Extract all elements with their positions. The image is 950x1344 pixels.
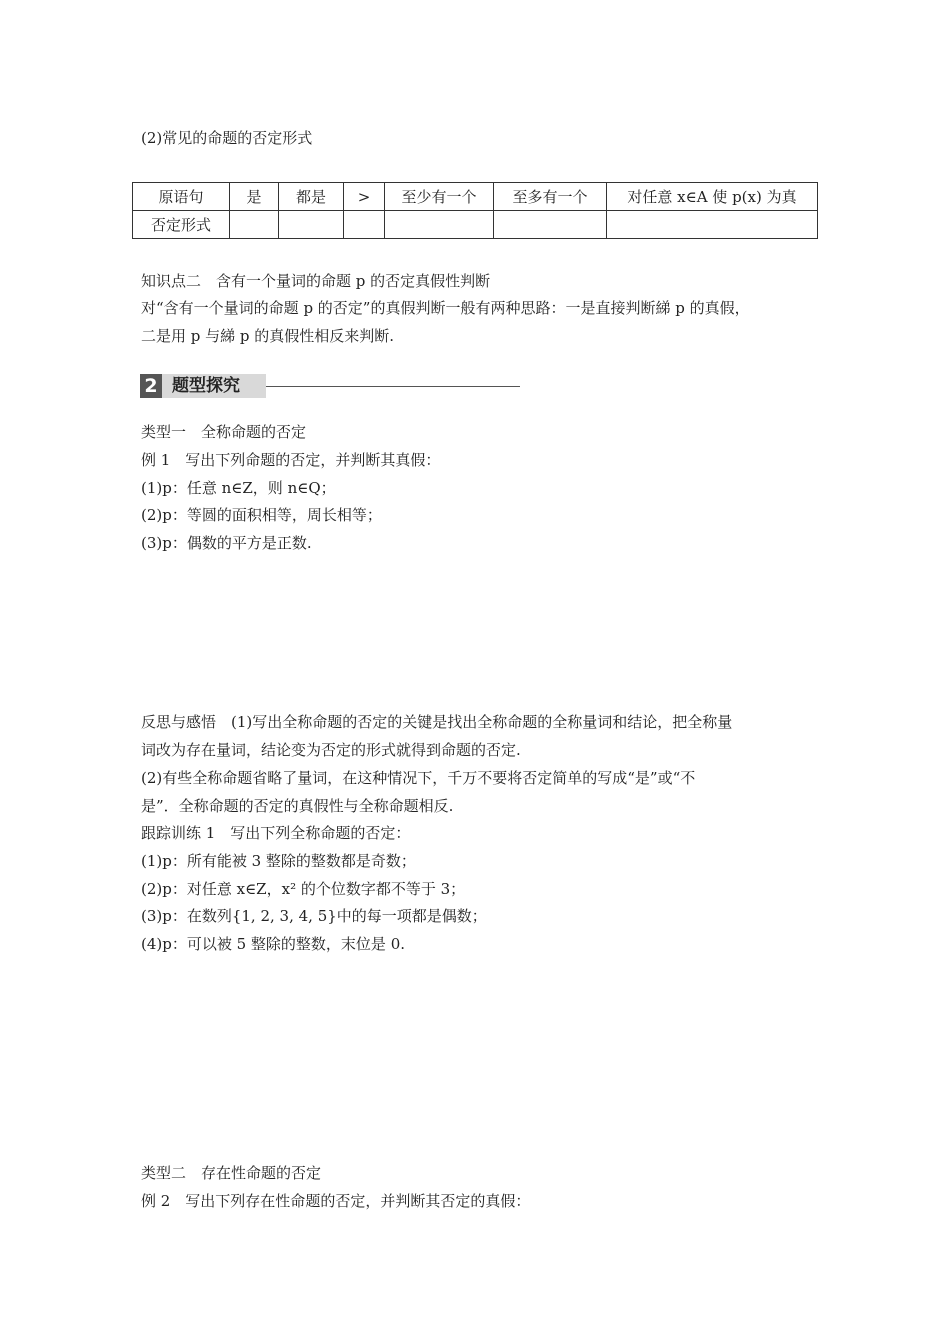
knowledge-point-title: 知识点二 含有一个量词的命题 p 的否定真假性判断: [141, 272, 491, 290]
table-cell-empty: [494, 211, 607, 239]
paragraph-line: 词改为存在量词，结论变为否定的形式就得到命题的否定.: [141, 741, 521, 759]
list-item: (2)p：等圆的面积相等，周长相等；: [141, 506, 382, 524]
paragraph-line: (2)有些全称命题省略了量词，在这种情况下，千万不要将否定简单的写成“是”或“不: [141, 769, 696, 787]
list-item: (4)p：可以被 5 整除的整数，末位是 0.: [141, 935, 406, 953]
section-heading: (2)常见的命题的否定形式: [141, 129, 313, 147]
table-cell-empty: [607, 211, 818, 239]
table-cell: 对任意 x∈A 使 p(x) 为真: [607, 183, 818, 211]
section-number: 2: [140, 374, 162, 398]
list-item: (3)p：在数列{1, 2, 3, 4, 5}中的每一项都是偶数；: [141, 907, 487, 925]
negation-table: [132, 182, 818, 239]
example-prompt: 例 1 写出下列命题的否定，并判断其真假：: [141, 451, 441, 469]
table-cell: 都是: [279, 183, 344, 211]
table-cell: 是: [230, 183, 279, 211]
list-item: (3)p：偶数的平方是正数.: [141, 534, 312, 552]
example-prompt: 例 2 写出下列存在性命题的否定，并判断其否定的真假：: [141, 1192, 531, 1210]
table-cell: 至少有一个: [385, 183, 494, 211]
table-cell: 至多有一个: [494, 183, 607, 211]
divider: [266, 386, 520, 387]
table-cell: 原语句: [133, 183, 230, 211]
practice-heading: 跟踪训练 1 写出下列全称命题的否定：: [141, 824, 411, 842]
table-cell: >: [344, 183, 385, 211]
table-cell-empty: [385, 211, 494, 239]
paragraph-line: 反思与感悟 (1)写出全称命题的否定的关键是找出全称命题的全称量词和结论，把全称量: [141, 713, 733, 731]
paragraph-line: 是”．全称命题的否定的真假性与全称命题相反.: [141, 797, 454, 815]
table-cell-empty: [279, 211, 344, 239]
list-item: (2)p：对任意 x∈Z，x² 的个位数字都不等于 3；: [141, 880, 466, 898]
type-heading: 类型二 存在性命题的否定: [141, 1164, 322, 1182]
table-cell: 否定形式: [133, 211, 230, 239]
list-item: (1)p：所有能被 3 整除的整数都是奇数；: [141, 852, 416, 870]
section-banner-title: 题型探究: [162, 374, 266, 398]
table-cell-empty: [230, 211, 279, 239]
paragraph-line: 对“含有一个量词的命题 p 的否定”的真假判断一般有两种思路：一是直接判断綈 p 的真假，: [141, 299, 750, 317]
table-cell-empty: [344, 211, 385, 239]
paragraph-line: 二是用 p 与綈 p 的真假性相反来判断.: [141, 327, 395, 345]
table-row: [133, 183, 818, 211]
list-item: (1)p：任意 n∈Z，则 n∈Q；: [141, 479, 336, 497]
type-heading: 类型一 全称命题的否定: [141, 423, 307, 441]
table-row: [133, 211, 818, 239]
